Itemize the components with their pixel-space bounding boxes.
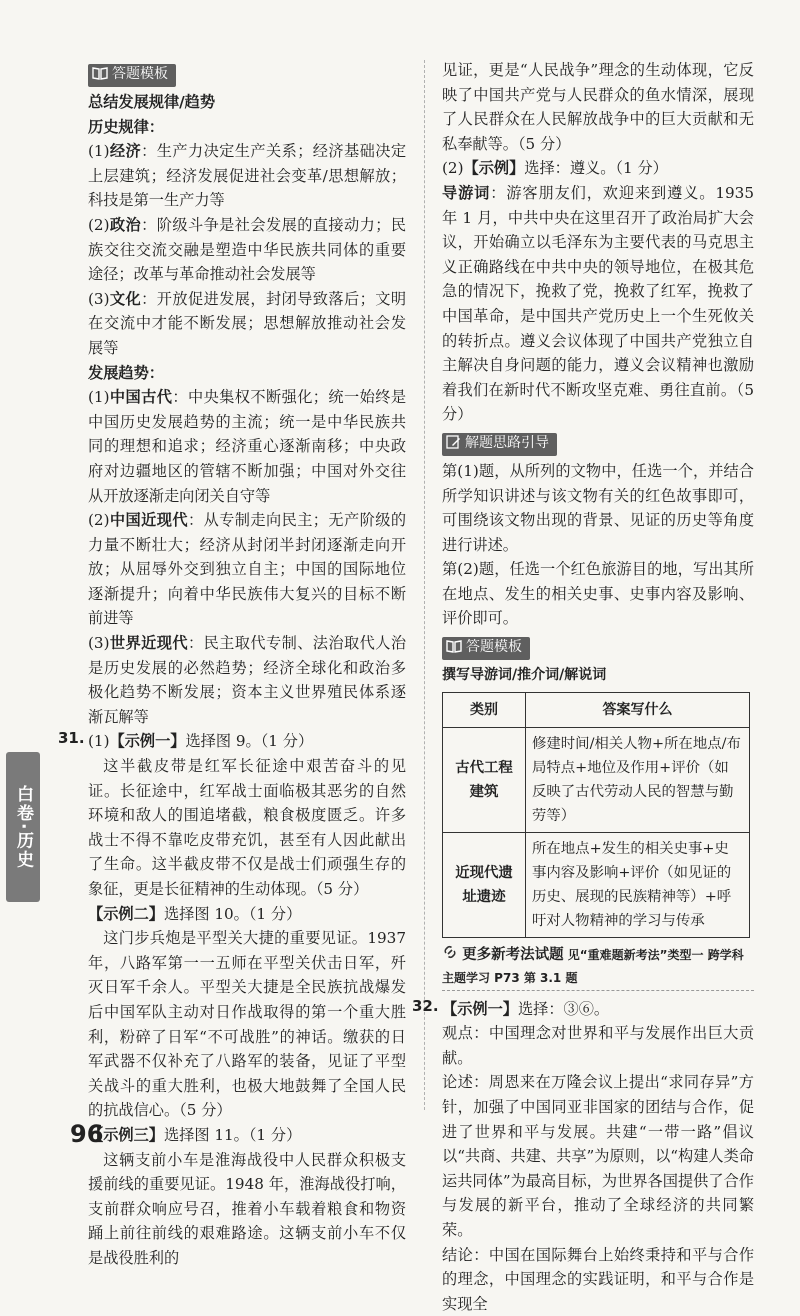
page-number: 96 (70, 1120, 104, 1148)
subhead-law: 历史规律： (88, 117, 164, 136)
law-item: (3)文化：开放促进发展，封闭导致落后；文明在交流中才能不断发展；思想解放推动社会发展等 (88, 289, 407, 357)
trend-item: (2)中国近现代：从专制走向民主；无产阶级的力量不断壮大；经济从封闭半封闭逐渐走向开放；从屈辱外交到独立自主；中国的国际地位逐渐提升；向着中华民族伟大复兴的目标不断前进等 (88, 511, 407, 628)
tag-label: 解题思路引导 (465, 434, 549, 451)
book-icon (446, 639, 462, 660)
table-row (443, 832, 750, 937)
table-cell: 所在地点+发生的相关史事+史事内容及影响+评价（如见证的历史、展现的民族精神等）+呼吁对人物精神的学习与传承 (526, 832, 750, 937)
table-row (443, 727, 750, 832)
question-32 (412, 996, 754, 1316)
table-header: 类别 (443, 692, 526, 727)
template-table (442, 692, 750, 938)
guide-paragraph: 导游词：游客朋友们，欢迎来到遵义。1935 年 1 月，中共中央在这里召开了政治局扩大会议，开始确立以毛泽东为主要代表的马克思主义正确路线在中共中央的领导地位，在极其危急的情况下，挽救了党，挽救了红军，挽救了中国革命，是中国共产党历史上一个生死攸关的转折点。遵义会议体现了中国共产党独立自主解决自身问题的能力，遵义会议精神也激励着我们在新时代不断攻坚克难、勇往直前。（5 分） (442, 183, 755, 424)
link-icon (442, 948, 462, 963)
more-questions-link[interactable] (442, 944, 754, 991)
table-header-row (443, 692, 750, 727)
pencil-icon (446, 435, 461, 456)
trend-item: (1)中国古代：中央集权不断强化；统一始终是中国历史发展趋势的主流；统一是中华民族共同的理想和追求；经济重心逐渐南移；中央政府对边疆地区的管辖不断加强；中国对外交往从开放逐渐走向闭关自守等 (88, 388, 407, 505)
solution-guide-tag (442, 433, 557, 456)
conclusion-paragraph: 结论：中国在国际舞台上始终秉持和平与合作的理念，中国理念的实践证明，和平与合作是实现全 (442, 1245, 754, 1313)
law-item: (2)政治：阶级斗争是社会发展的直接动力；民族交往交流交融是塑造中华民族共同体的重要途径；改革与革命推动社会发展等 (88, 215, 407, 284)
subhead-trend: 发展趋势： (88, 363, 164, 382)
right-column (412, 58, 755, 1316)
more-ref: 见“重难题新考法”类型一 跨学科主题学习 P73 第 3.1 题 (442, 947, 744, 985)
trend-item: (3)世界近现代：民主取代专制、法治取代人治是历史发展的必然趋势；经济全球化和政治多极化趋势不断发展；资本主义世界殖民体系逐渐瓦解等 (88, 634, 407, 726)
answer-paragraph: 见证，更是“人民战争”理念的生动体现，它反映了中国共产党与人民群众的鱼水情深，展现了人民群众在人民解放战争中的巨大贡献和无私奉献等。（5 分） (442, 61, 754, 153)
table-header: 答案写什么 (526, 692, 750, 727)
answer-line: 【示例二】选择图 10。（1 分） (88, 904, 302, 923)
table-cell: 近现代遗址遗迹 (443, 832, 526, 937)
argument-paragraph: 论述：周恩来在万隆会议上提出“求同存异”方针，加强了中国同亚非国家的团结与合作，促进了世界和平与发展。共建“一带一路”倡议以“共商、共建、共享”为原则，以“构建人类命运共同体”为最高目标，为世界各国提供了合作与发展的新平台，推动了全球经济的共同繁荣。 (442, 1073, 754, 1239)
subject-side-tab: 白卷·历史 (6, 752, 40, 902)
view-line: 观点：中国理念对世界和平与发展作出巨大贡献。 (442, 1024, 754, 1067)
column-divider (424, 60, 425, 1110)
section-title: 总结发展规律/趋势 (88, 93, 216, 111)
answer-line: 【示例三】选择图 11。（1 分） (88, 1125, 302, 1144)
answer-template-tag (442, 637, 530, 660)
table-cell: 修建时间/相关人物+所在地点/布局特点+地位及作用+评价（如反映了古代劳动人民的智慧与勤劳等） (526, 727, 750, 832)
answer-paragraph: 这半截皮带是红军长征途中艰苦奋斗的见证。长征途中，红军战士面临极其恶劣的自然环境和敌人的围追堵截，粮食极度匮乏。许多战士不得不靠吃皮带充饥，甚至有人因此献出了生命。这半截皮带不仅是战士们顽强生存的象征，更是长征精神的生动体现。（5 分） (88, 757, 406, 898)
think-paragraph: 第(2)题，任选一个红色旅游目的地，写出其所在地点、发生的相关史事、史事内容及影响、评价即可。 (442, 560, 754, 628)
answer-template-tag (88, 64, 176, 87)
question-number: 32. (412, 996, 439, 1015)
book-icon (92, 66, 108, 87)
answer-line: 【示例一】选择：③⑥。 (442, 999, 610, 1018)
more-title: 更多新考法试题 (462, 946, 564, 963)
answer-line: (2)【示例】选择：遵义。（1 分） (442, 159, 668, 178)
tag-label: 答题模板 (466, 639, 522, 656)
answer-line: (1)【示例一】选择图 9。（1 分） (88, 732, 314, 751)
law-item: (1)经济：生产力决定生产关系；经济基础决定上层建筑；经济发展促进社会变革/思想解放；科技是第一生产力等 (88, 142, 407, 210)
tag-label: 答题模板 (112, 66, 168, 82)
think-paragraph: 第(1)题，从所列的文物中，任选一个，并结合所学知识讲述与该文物有关的红色故事即可，可围绕该文物出现的背景、见证的历史等角度进行讲述。 (442, 461, 754, 554)
answer-paragraph: 这辆支前小车是淮海战役中人民群众积极支援前线的重要见证。1948 年，淮海战役打响，支前群众响应号召，推着小车载着粮食和物资踊上前往前线的艰难路途。这辆支前小车不仅是战役胜利的 (88, 1150, 406, 1267)
question-number: 31. (58, 729, 85, 748)
section-title: 撰写导游词/推介词/解说词 (442, 667, 607, 684)
table-cell: 古代工程建筑 (443, 727, 526, 832)
answer-paragraph: 这门步兵炮是平型关大捷的重要见证。1937 年，八路军第一一五师在平型关伏击日军，歼灭日军千余人。平型关大捷是全民族抗战爆发后中国军队主动对日作战取得的第一个重大胜利，粉碎了日军“不可战胜”的神话。缴获的日军武器不仅补充了八路军的装备，见证了平型关战斗的重大胜利，也极大地鼓舞了全国人民的抗战信心。（5 分） (88, 929, 406, 1120)
